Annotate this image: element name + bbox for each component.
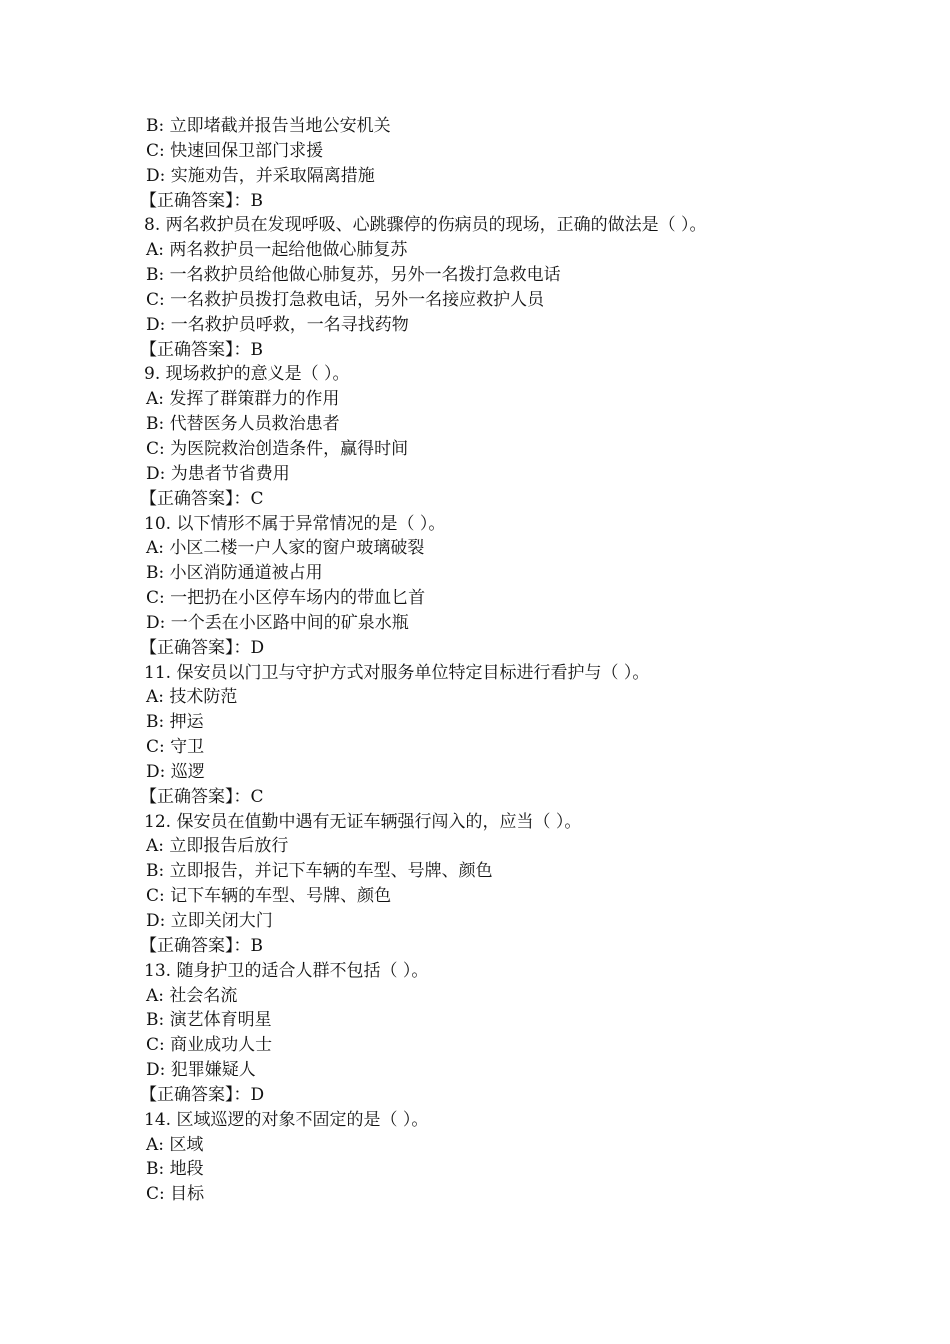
- option-text: C: 守卫: [146, 737, 205, 758]
- answer-line: 【正确答案】：B: [140, 935, 263, 956]
- option-text: D: 为患者节省费用: [146, 463, 290, 484]
- question-text: 10. 以下情形不属于异常情况的是（ ）。: [144, 513, 446, 534]
- answer-line: 【正确答案】：B: [140, 190, 263, 211]
- option-text: B: 代替医务人员救治患者: [146, 414, 340, 435]
- option-text: A: 两名救护员一起给他做心肺复苏: [146, 240, 408, 261]
- option-text: D: 巡逻: [146, 761, 205, 782]
- option-text: D: 犯罪嫌疑人: [146, 1060, 256, 1081]
- option-text: D: 一名救护员呼救，一名寻找药物: [146, 314, 409, 335]
- question-text: 12. 保安员在值勤中遇有无证车辆强行闯入的，应当（ ）。: [144, 811, 582, 832]
- question-text: 13. 随身护卫的适合人群不包括（ ）。: [144, 960, 429, 981]
- option-text: B: 小区消防通道被占用: [146, 563, 323, 584]
- option-text: A: 发挥了群策群力的作用: [146, 389, 340, 410]
- option-text: D: 立即关闭大门: [146, 911, 273, 931]
- option-text: C: 快速回保卫部门求援: [146, 140, 324, 161]
- option-text: B: 押运: [146, 712, 204, 733]
- option-text: A: 小区二楼一户人家的窗户玻璃破裂: [146, 538, 425, 559]
- option-text: B: 立即堵截并报告当地公安机关: [146, 116, 391, 136]
- option-text: B: 立即报告，并记下车辆的车型、号牌、颜色: [146, 861, 493, 882]
- option-text: B: 演艺体育明星: [146, 1010, 272, 1031]
- option-text: A: 社会名流: [146, 985, 238, 1006]
- question-text: 8. 两名救护员在发现呼吸、心跳骤停的伤病员的现场，正确的做法是（ ）。: [144, 215, 707, 236]
- option-text: D: 一个丢在小区路中间的矿泉水瓶: [146, 612, 409, 633]
- option-text: A: 立即报告后放行: [146, 836, 289, 857]
- answer-line: 【正确答案】：C: [140, 488, 264, 509]
- option-text: A: 技术防范: [146, 687, 238, 708]
- option-text: C: 商业成功人士: [146, 1035, 273, 1056]
- answer-line: 【正确答案】：D: [140, 637, 265, 658]
- answer-line: 【正确答案】：B: [140, 339, 263, 360]
- question-text: 11. 保安员以门卫与守护方式对服务单位特定目标进行看护与（ ）。: [144, 662, 650, 683]
- option-text: B: 地段: [146, 1159, 204, 1180]
- option-text: B: 一名救护员给他做心肺复苏，另外一名拨打急救电话: [146, 265, 561, 286]
- question-text: 9. 现场救护的意义是（ ）。: [144, 364, 350, 385]
- answer-line: 【正确答案】：C: [140, 786, 264, 807]
- option-text: D: 实施劝告，并采取隔离措施: [146, 165, 375, 186]
- option-text: C: 目标: [146, 1184, 205, 1205]
- option-text: C: 一名救护员拨打急救电话，另外一名接应救护人员: [146, 289, 545, 310]
- option-text: C: 一把扔在小区停车场内的带血匕首: [146, 588, 426, 609]
- option-text: C: 为医院救治创造条件，赢得时间: [146, 438, 409, 459]
- option-text: C: 记下车辆的车型、号牌、颜色: [146, 886, 392, 907]
- question-text: 14. 区域巡逻的对象不固定的是（ ）。: [144, 1109, 429, 1130]
- option-text: A: 区域: [146, 1134, 204, 1155]
- document-page: [0, 114, 950, 1207]
- answer-line: 【正确答案】：D: [140, 1084, 265, 1105]
